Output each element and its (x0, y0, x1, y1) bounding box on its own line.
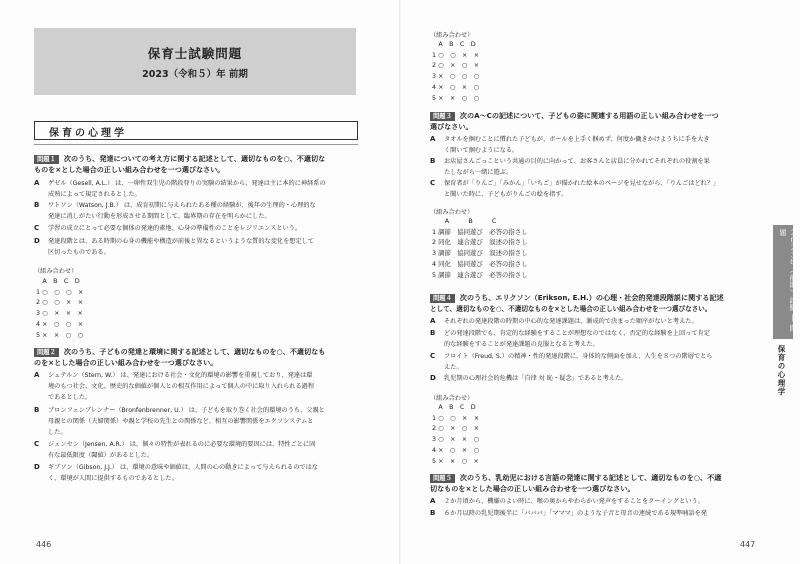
exam-title-box (34, 28, 356, 95)
option-text: 乳児期の心理社会的危機は「自律 対 恥・疑念」であると考えた。 (444, 375, 628, 382)
option-text: 境のもつ社会、文化、歴史的な価値が個人との相互作用によって個人の中に取り入れられる過程 (48, 382, 315, 390)
table-row: 1 ○ ○ × × (432, 50, 480, 59)
side-label-subject: 保育の心理学 (777, 345, 786, 396)
question-text: ものを×とした場合の正しい組み合わせを一つ選びなさい。 (34, 165, 225, 174)
table-header: A B C D (432, 40, 476, 48)
table-row: 3 ○ × × ○ (432, 435, 480, 444)
question-4 (430, 292, 775, 315)
option-text: であるとした。 (48, 393, 92, 401)
option-b: B ブロンフェンブレンナー（Bronfenbrenner, U.） は、子どもを取り巻く社会的環境のうち、父親と 母親との関係（夫婦関係）や親と学校の先生との関係など、相互の影響関係をエクソシステムと した。 (34, 406, 325, 436)
table-header: A B C D (36, 277, 80, 285)
table-row: 1 ○ ○ ○ × (36, 287, 84, 296)
option-text: 学習の成立にとって必要な個体の発達的素地、心身の準備性のことをレジリエンスという。 (48, 225, 302, 232)
exam-title: 保育士試験問題 (147, 46, 243, 61)
option-a: A タオルを掴むことに慣れた子どもが、ボールを上手く掴めず、何度か働きかけようちに手を大き く開いて掴むようになる。 (430, 135, 710, 154)
table-row: 3 × ○ ○ ○ (432, 72, 480, 81)
option-text: たしながら一緒に遊ぶ。 (444, 168, 513, 176)
option-c: C 学習の成立にとって必要な個体の発達的素地、心身の準備性のことをレジリエンスという。 (34, 224, 302, 232)
question-badge: 問題２ (34, 348, 59, 357)
right-page (400, 0, 800, 564)
table-row: 4 × ○ ○ × (36, 319, 84, 328)
page-number: 446 (36, 540, 52, 549)
question-text: 次のうち、発達についての考え方に関する記述として、適切なものを○、不適切な (63, 154, 326, 163)
table-header: A B C (432, 217, 497, 225)
option-text: 母親との関係（夫婦関係）や親と学校の先生との関係など、相互の影響関係をエクソシステムと (48, 417, 314, 425)
option-c: C 保育者が「りんご」「みかん」「いちご」が描かれた絵本のページを見せながら、「りんごはどれ？」 と聞いた時に、子どもがりんごの絵を指す。 (430, 179, 720, 198)
option-text: フロイト（Freud, S.）の精神・性的発達段階に、身体的な側面を加え、人生を８つの階層でとら (444, 353, 713, 360)
answer-table-1 (36, 276, 83, 340)
option-text: ジェンセン（Jensen, A.R.） は、個々の特性が表れるのに必要な環境的要因には、特性ごとに固 (48, 441, 316, 448)
question-badge: 問題３ (430, 112, 455, 121)
option-text: く、環境が人間に提供するものであるとした。 (48, 474, 178, 482)
option-text: どの発達段階でも、肯定的な経験をすることが理想なのではなく、否定的な経験を上回って肯定 (444, 330, 710, 337)
table-row: 5 × × ○ ○ (36, 330, 84, 339)
option-a: A ゲゼル（Gesell, A.L.） は、一卵性双生児の階段登りの実験の結果から、発達は主に本的に神経系の 成熟によって規定されるとした。 (34, 179, 326, 198)
option-text: 保育者が「りんご」「みかん」「いちご」が描かれた絵本のページを見せながら、「りんごはどれ？」 (444, 180, 720, 187)
question-3 (430, 110, 770, 132)
table-row: 1 調節 協同遊び 必答の指さし (432, 227, 528, 236)
question-5 (430, 472, 775, 494)
answer-table-3 (432, 216, 528, 280)
question-badge: 問題１ (34, 155, 59, 164)
option-a: A それぞれの発達段階の時期の中心的な発達課題は、漸成的で決まった順序がないと考えた。 (430, 317, 698, 325)
option-text: 的な経験をすることが発達課題の克服となると考えた。 (444, 340, 599, 348)
table-row: 2 ○ × ○ × (432, 61, 480, 70)
section-heading: 保育の心理学 (49, 128, 127, 139)
option-text: ギブソン（Gibson, J.J.） は、環境の意味や価値は、人間の心の動きによって与えられるのではな (48, 464, 318, 471)
option-d: D ギブソン（Gibson, J.J.） は、環境の意味や価値は、人間の心の動きによって与えられるのではな く、環境が人間に提供するものであるとした。 (34, 463, 318, 482)
question-text: 次のA～Cの記述について、子どもの姿に関連する用語の正しい組み合わせを一つ (459, 111, 719, 120)
option-text: く開いて掴むようになる。 (444, 146, 519, 154)
question-text: 次のうち、エリクソン（Erikson, E.H.）の心理・社会的発達段階説に関する記述 (459, 293, 724, 302)
table-row: 4 同化 協同遊び 必答の指さし (432, 259, 528, 268)
table-row: 5 × × ○ ○ (432, 93, 480, 102)
question-text: のを×とした場合の正しい組み合わせを一つ選びなさい。 (34, 358, 218, 367)
option-text: 発達に消しがたい行動を形成させる期間として、臨界期の存在を明らかにした。 (48, 212, 271, 220)
option-text: ゲゼル（Gesell, A.L.） は、一卵性双生児の階段登りの実験の結果から、発達は主に本的に神経系の (48, 180, 326, 187)
option-b: B ６か月以降の乳児期後半に「バババ」「マママ」のような子音と母音の連続である規準喃語を発 (430, 509, 707, 517)
table-label: （組み合わせ） (430, 209, 474, 216)
option-text: シュテルン（Stern, W.） は、発達における社会・文化的環境の影響を重視しており、発達は環 (48, 372, 313, 379)
option-b: B お店屋さんごっこという共通の目的に向かって、お客さんと店員に分かれてそれぞれの役割を果 たしながら一緒に遊ぶ。 (430, 157, 710, 176)
table-row: 1 ○ ○ × × (432, 413, 480, 422)
option-b: B どの発達段階でも、肯定的な経験をすることが理想なのではなく、否定的な経験を上回って肯定 的な経験をすることが発達課題の克服となると考えた。 (430, 329, 710, 348)
option-c: C フロイト（Freud, S.）の精神・性的発達段階に、身体的な側面を加え、人生を８つの階層でとら えた。 (430, 352, 713, 371)
table-row: 4 × ○ × ○ (432, 445, 480, 454)
table-row: 2 ○ × ○ × (432, 424, 480, 433)
option-c: C ジェンセン（Jensen, A.R.） は、個々の特性が表れるのに必要な環境的要因には、特性ごとに固 有な最低限度（閾値）があるとした。 (34, 440, 316, 459)
section-divider (34, 144, 358, 145)
table-row: 3 ○ × × × (36, 309, 83, 318)
question-text: として、適切なものを○、不適切なものを×とした場合の正しい組み合わせを一つ選びなさい。 (430, 305, 712, 313)
question-text: 切なものを×とした場合の正しい組み合わせを一つ選びなさい。 (430, 484, 635, 493)
option-a: A シュテルン（Stern, W.） は、発達における社会・文化的環境の影響を重視しており、発達は環 境のもつ社会、文化、歴史的な価値が個人との相互作用によって個人の中に取り入れられる過程 であるとした。 (34, 371, 315, 401)
option-text: ワトソン（Watson, J.B.） は、成育初期に与えられたある種の経験が、後年の生理的・心理的な (48, 202, 316, 209)
question-badge: 問題４ (430, 294, 455, 303)
table-row: 4 × ○ × ○ (432, 82, 480, 91)
page-number: 447 (740, 540, 756, 549)
option-text: タオルを掴むことに慣れた子どもが、ボールを上手く掴めず、何度か働きかけようちに手を大き (444, 136, 710, 143)
option-text: 発達段階とは、ある時期の心身の機能や構造が前後と異なるというような質的な変化を想定して (48, 238, 315, 245)
option-text: それぞれの発達段階の時期の中心的な発達課題は、漸成的で決まった順序がないと考えた。 (444, 318, 698, 325)
option-text: と聞いた時に、子どもがりんごの絵を指す。 (444, 190, 568, 198)
side-tab-exam (773, 225, 797, 339)
answer-table-4 (432, 402, 479, 466)
option-d: D 乳児期の心理社会的危機は「自律 対 恥・疑念」であると考えた。 (430, 374, 628, 382)
question-1 (34, 153, 364, 175)
option-text: ２か月頃から、機嫌のよい時に、喉の奥からやわらかい発声をすることをクーイングという。 (444, 498, 704, 505)
table-row: 3 調節 協同遊び 叙述の指さし (432, 249, 528, 258)
side-tab-label: ２０２３年（前期）試験 ― 問題 (779, 229, 797, 332)
table-label: （組み合わせ） (430, 32, 474, 39)
question-text: 次のうち、乳幼児における言語の発達に関する記述として、適切なものを○、不適 (459, 473, 722, 482)
question-text: 次のうち、子どもの発達と環境に関する記述として、適切なものを○、不適切なも (63, 347, 326, 356)
question-badge: 問題５ (430, 474, 455, 483)
table-label: （組み合わせ） (430, 395, 474, 402)
table-row: 2 ○ ○ × × (36, 298, 84, 307)
section-heading-box (34, 121, 358, 140)
option-text: お店屋さんごっこという共通の目的に向かって、お客さんと店員に分かれてそれぞれの役割を果 (444, 158, 710, 165)
question-2 (34, 346, 364, 368)
table-row: 5 × × ○ × (432, 456, 479, 465)
option-text: 有な最低限度（閾値）があるとした。 (48, 451, 154, 459)
option-text: 成熟によって規定されるとした。 (48, 190, 141, 198)
option-text: 区切ったものである。 (48, 248, 110, 256)
table-row: 5 調節 連合遊び 必答の指さし (432, 270, 528, 279)
exam-subtitle: 2023（令和５）年 前期 (142, 69, 248, 80)
question-text: 選びなさい。 (430, 122, 473, 131)
table-header: A B C D (432, 403, 476, 411)
option-a: A ２か月頃から、機嫌のよい時に、喉の奥からやわらかい発声をすることをクーイングという。 (430, 497, 704, 505)
option-text: ６か月以降の乳児期後半に「バババ」「マママ」のような子音と母音の連続である規準喃語を発 (444, 510, 707, 517)
option-text: ブロンフェンブレンナー（Bronfenbrenner, U.） は、子どもを取り巻く社会的環境のうち、父親と (48, 407, 325, 414)
option-text: した。 (48, 428, 67, 436)
option-text: えた。 (444, 363, 463, 371)
answer-table-2 (432, 39, 479, 103)
option-b: B ワトソン（Watson, J.B.） は、成育初期に与えられたある種の経験が、後年の生理的・心理的な 発達に消しがたい行動を形成させる期間として、臨界期の存在を明らかにした。 (34, 201, 316, 220)
option-d: D 発達段階とは、ある時期の心身の機能や構造が前後と異なるというような質的な変化を想定して 区切ったものである。 (34, 237, 315, 256)
table-label: （組み合わせ） (34, 268, 78, 275)
table-row: 2 同化 連合遊び 叙述の指さし (432, 238, 528, 247)
